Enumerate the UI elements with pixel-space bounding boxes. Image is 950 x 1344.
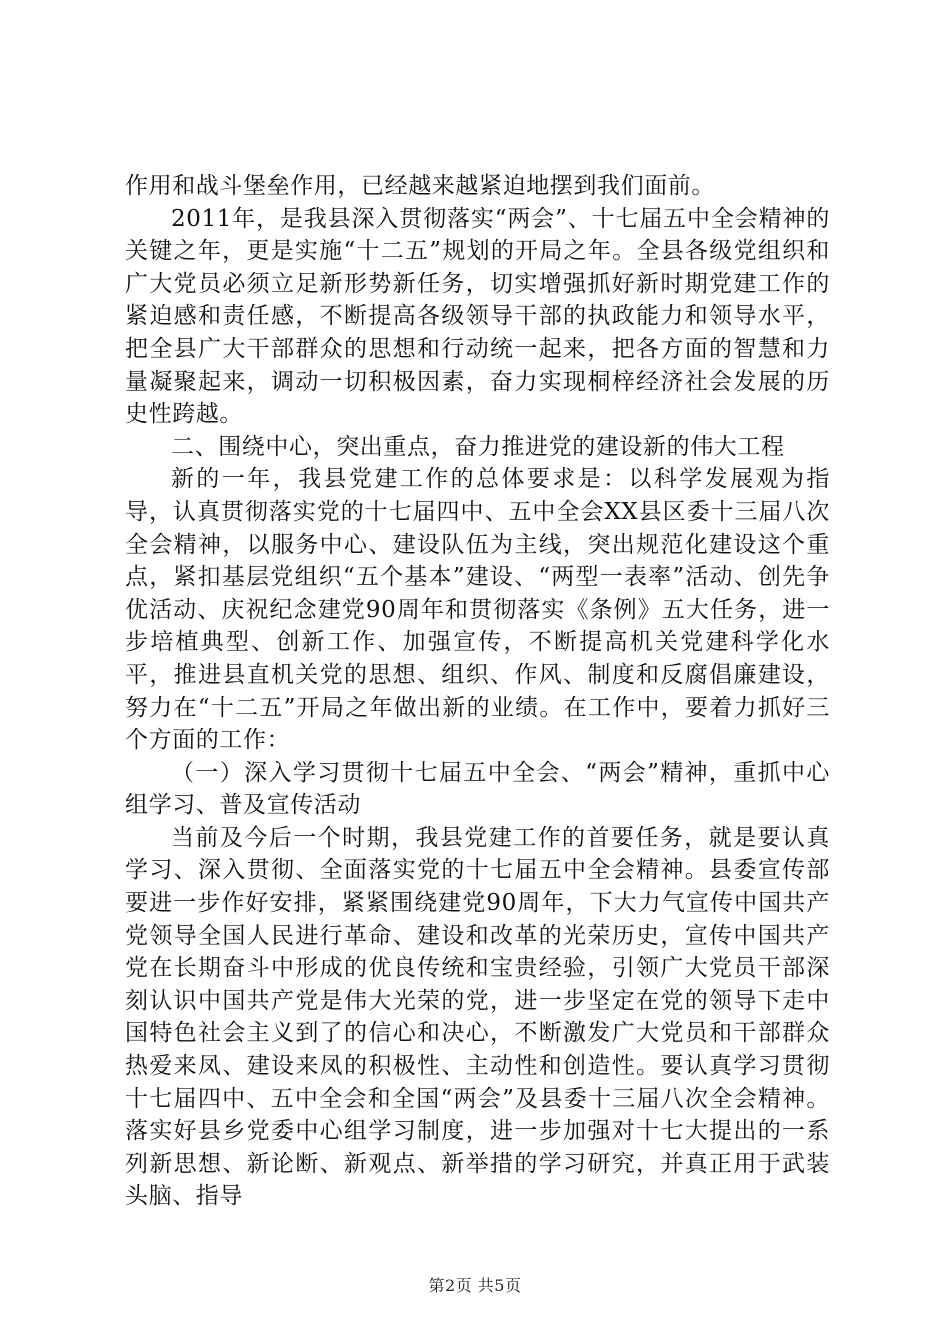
page-footer: 第2页 共5页 — [428, 1276, 522, 1295]
paragraph-primary-task: 当前及今后一个时期，我县党建工作的首要任务，就是要认真学习、深入贯彻、全面落实党的十七届五中全会精神。县委宣传部要进一步作好安排，紧紧围绕建党90周年，下大力气宣传中国共产党领导全国人民进行革命、建设和改革的光荣历史，宣传中国共产党在长期奋斗中形成的优良传统和宝贵经验，引领广大党员干部深刻认识中国共产党是伟大光荣的党，进一步坚定在党的领导下走中国特色社会主义到了的信心和决心，不断激发广大党员和干部群众热爱来凤、建设来凤的积极性、主动性和创造性。要认真学习贯彻十七届四中、五中全会和全国“两会”及县委十三届八次全会精神。落实好县乡党委中心组学习制度，进一步加强对十七大提出的一系列新思想、新论断、新观点、新举措的学习研究，并真正用于武装头脑、指导 — [125, 824, 830, 1210]
paragraph-2011-key-year: 2011年，是我县深入贯彻落实“两会”、十七届五中全会精神的关键之年，更是实施“十二五”规划的开局之年。全县各级党组织和广大党员必须立足新形势新任务，切实增强抓好新时期党建工作的紧迫感和责任感，不断提高各级领导干部的执政能力和领导水平，把全县广大干部群众的思想和行动统一起来，把各方面的智慧和力量凝聚起来，调动一切积极因素，奋力实现桐梓经济社会发展的历史性跨越。 — [125, 205, 830, 428]
paragraph-overall-requirements: 新的一年，我县党建工作的总体要求是：以科学发展观为指导，认真贯彻落实党的十七届四中、五中全会XX县区委十三届八次全会精神，以服务中心、建设队伍为主线，突出规范化建设这个重点，紧扣基层党组织“五个基本”建设、“两型一表率”活动、创先争优活动、庆祝纪念建党90周年和贯彻落实《条例》五大任务，进一步培植典型、创新工作、加强宣传，不断提高机关党建科学化水平，推进县直机关党的思想、组织、作风、制度和反腐倡廉建设，努力在“十二五”开局之年做出新的业绩。在工作中，要着力抓好三个方面的工作： — [125, 466, 830, 754]
document-body — [125, 170, 830, 1213]
section-heading-2: 二、围绕中心，突出重点，奋力推进党的建设新的伟大工程 — [171, 433, 785, 460]
paragraph-continuation: 作用和战斗堡垒作用，已经越来越紧迫地摆到我们面前。 — [125, 173, 715, 199]
subsection-heading-1: （一）深入学习贯彻十七届五中全会、“两会”精神，重抓中心组学习、普及宣传活动 — [125, 759, 830, 819]
